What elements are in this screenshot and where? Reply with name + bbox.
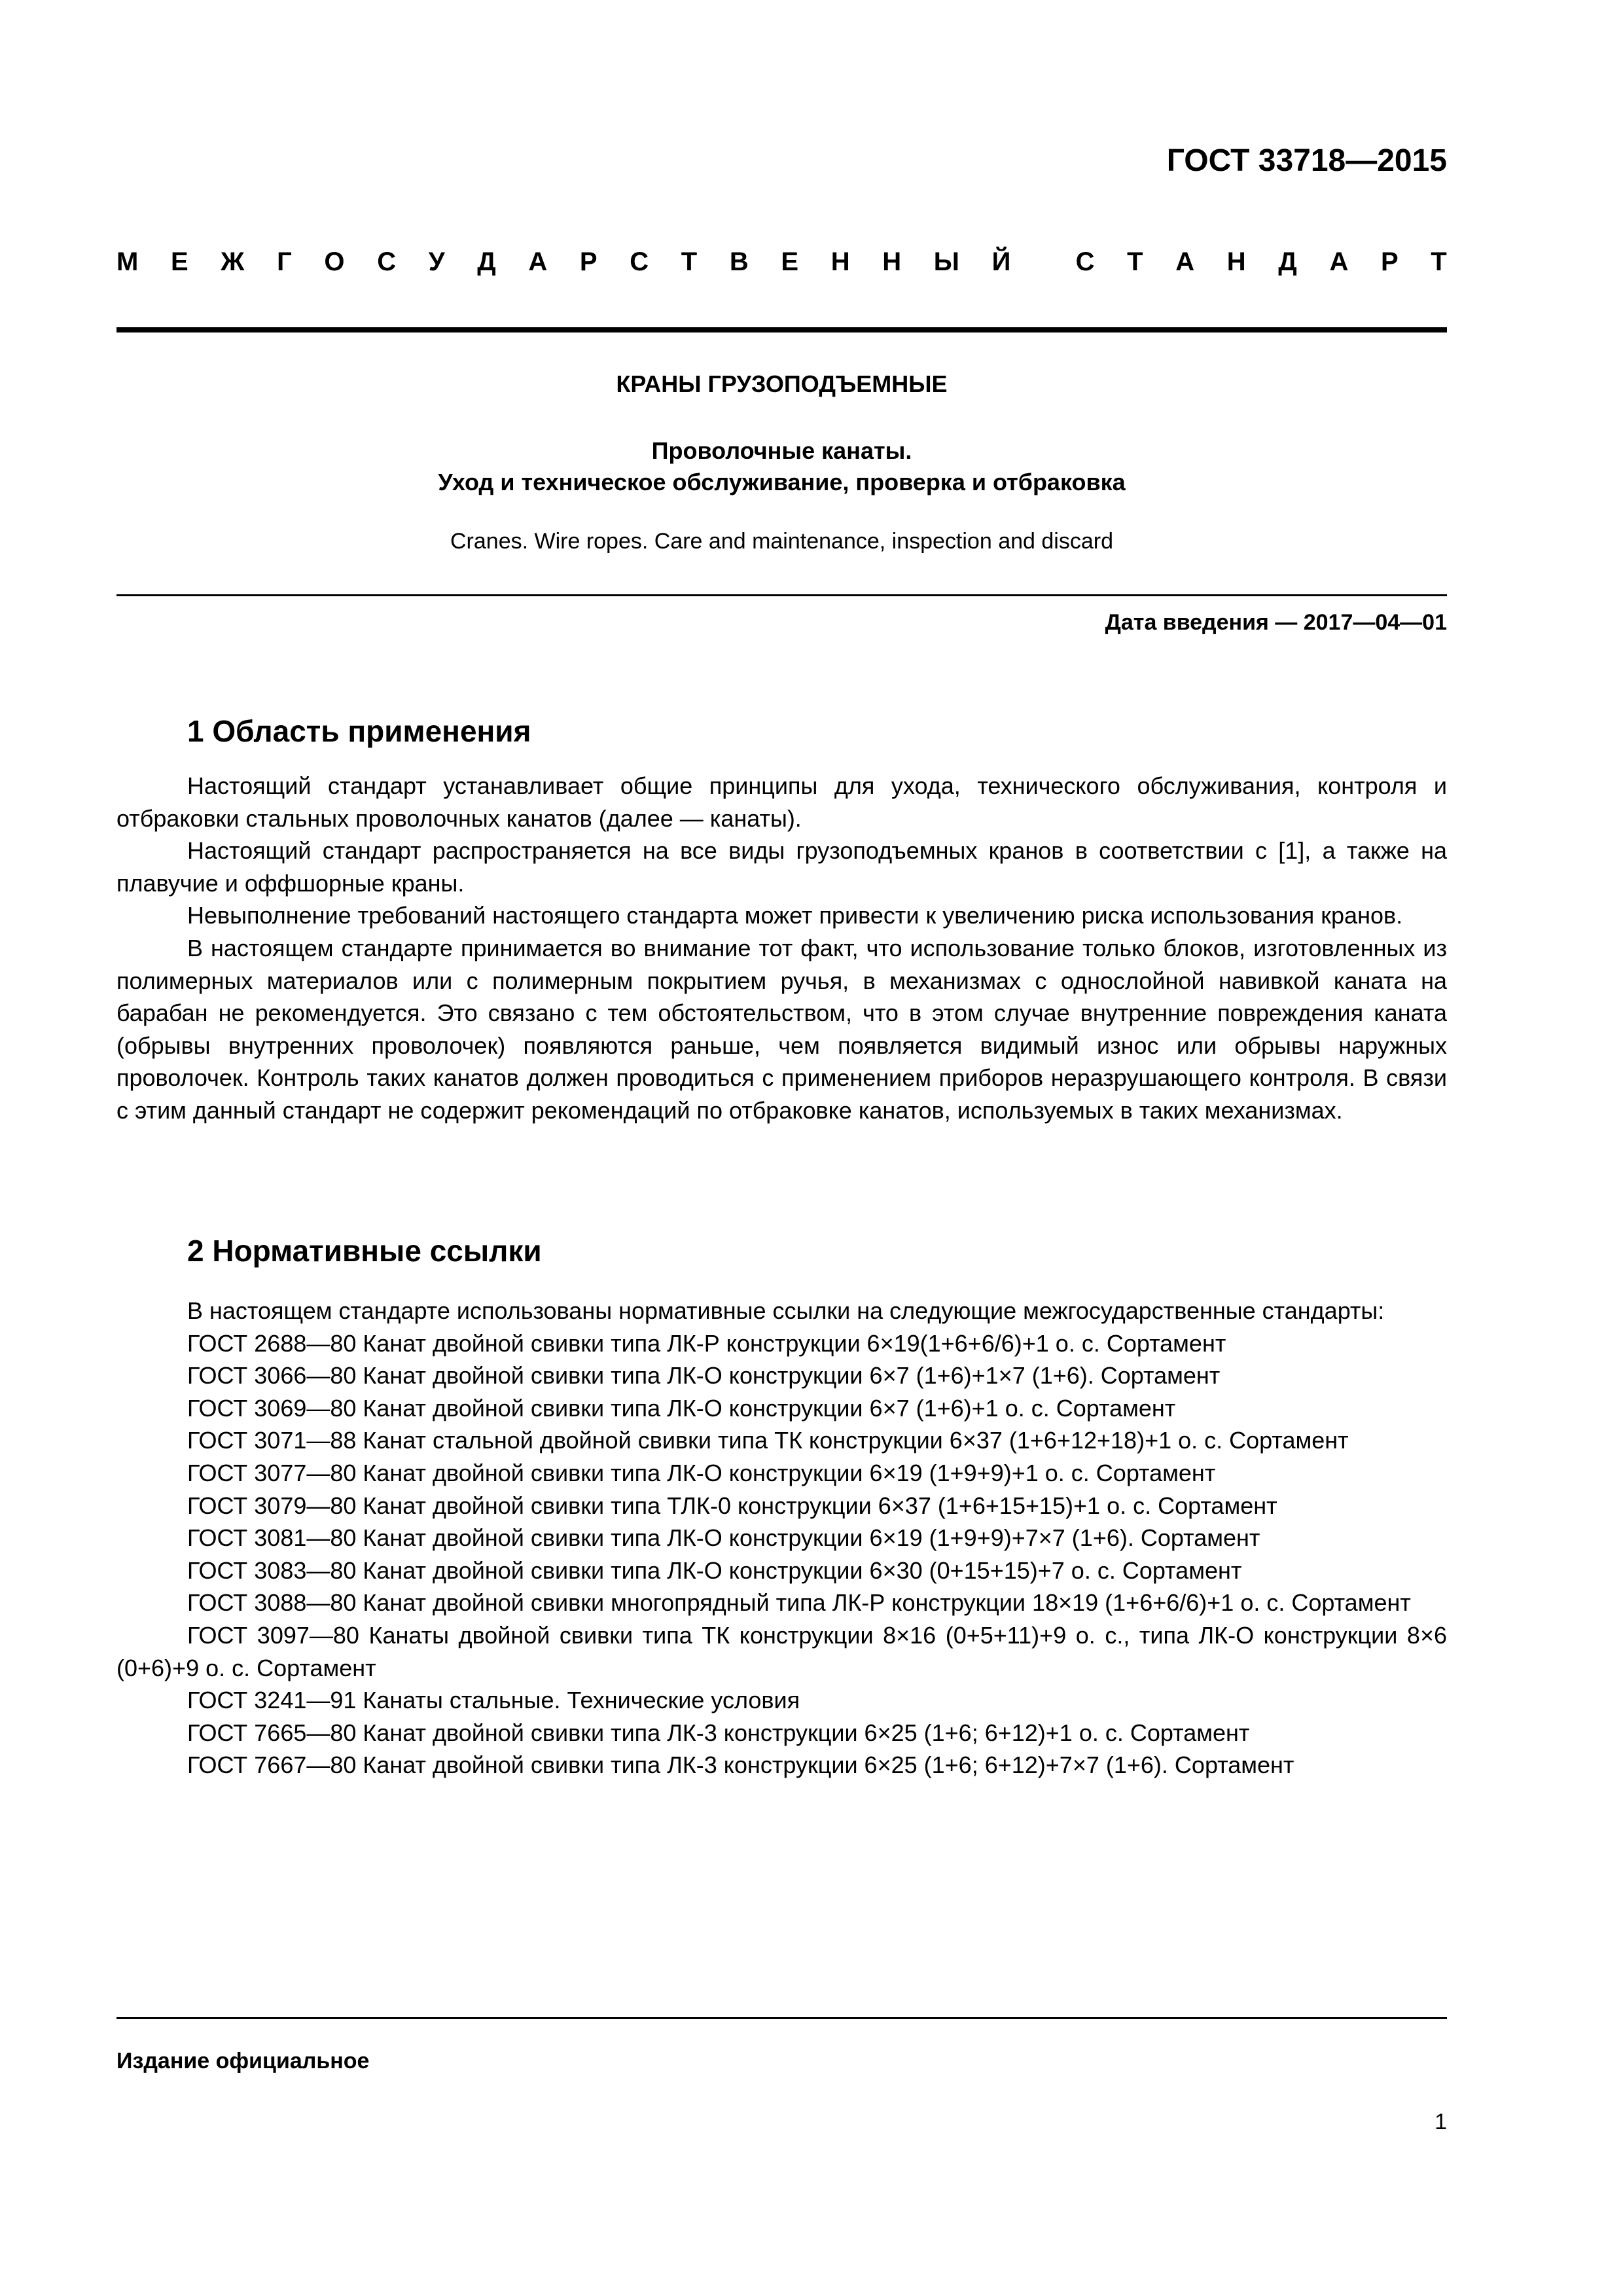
section-1-heading: 1 Область применения bbox=[187, 714, 531, 748]
reference-item: ГОСТ 3077—80 Канат двойной свивки типа ЛК-О конструкции 6×19 (1+9+9)+1 о. с. Сортамент bbox=[187, 1459, 1216, 1486]
reference-item: ГОСТ 3081—80 Канат двойной свивки типа ЛК-О конструкции 6×19 (1+9+9)+7×7 (1+6). Сортамент bbox=[187, 1524, 1260, 1552]
banner-letter: Ж bbox=[221, 247, 245, 276]
banner-letter: Н bbox=[830, 247, 850, 276]
banner-letter: Д bbox=[477, 247, 496, 276]
reference-item: ГОСТ 3069—80 Канат двойной свивки типа ЛК-О конструкции 6×7 (1+6)+1 о. с. Сортамент bbox=[187, 1394, 1176, 1422]
reference-item: ГОСТ 7665—80 Канат двойной свивки типа ЛК-3 конструкции 6×25 (1+6; 6+12)+1 о. с. Сортамент bbox=[187, 1719, 1250, 1746]
banner-letter: А bbox=[528, 247, 548, 276]
banner-letter: С bbox=[1075, 247, 1095, 276]
reference-item: ГОСТ 2688—80 Канат двойной свивки типа ЛК-Р конструкции 6×19(1+6+6/6)+1 о. с. Сортамент bbox=[187, 1329, 1226, 1357]
paragraph: Невыполнение требований настоящего стандарта может привести к увеличению риска использования кранов. bbox=[187, 902, 1403, 929]
header-rule bbox=[116, 327, 1447, 332]
reference-item: ГОСТ 3241—91 Канаты стальные. Технические условия bbox=[187, 1687, 800, 1714]
paragraph: В настоящем стандарте принимается во внимание тот факт, что использование только блоков, изготовленных из полимерных материалов или с полимерным покрытием ручья, в механизмах с однослойной навивкой каната на барабан не рекомендуется. Это связано с тем обстоятельством, что в этом случае внутренние повреждения каната (обрывы внутренних проволочек) появляются раньше, чем появляется видимый износ или обрывы наружных проволочек. Контроль таких канатов должен проводиться с применением приборов неразрушающего контроля. В связи с этим данный стандарт не содержит рекомендаций по отбраковке канатов, используемых в таких механизмах. bbox=[116, 934, 1447, 1124]
section-1-body bbox=[116, 770, 1447, 1127]
paragraph: Настоящий стандарт распространяется на все виды грузоподъемных кранов в соответствии с [1], а также на плавучие и оффшорные краны. bbox=[116, 837, 1447, 897]
interstate-standard-banner bbox=[116, 247, 1447, 277]
english-title: Cranes. Wire ropes. Care and maintenance, inspection and discard bbox=[450, 529, 1113, 554]
banner-letter: Н bbox=[1226, 247, 1246, 276]
standard-title: КРАНЫ ГРУЗОПОДЪЕМНЫЕ bbox=[616, 370, 948, 397]
banner-letter: О bbox=[324, 247, 345, 276]
banner-letter: У bbox=[428, 247, 445, 276]
banner-letter: Т bbox=[681, 247, 698, 276]
banner-letter: С bbox=[630, 247, 649, 276]
banner-letter: Н bbox=[882, 247, 902, 276]
banner-letter: Р bbox=[1380, 247, 1399, 276]
gost-designation: ГОСТ 33718—2015 bbox=[1166, 143, 1447, 178]
banner-letter: Ы bbox=[933, 247, 959, 276]
footer-rule bbox=[116, 2017, 1447, 2019]
banner-letter: Г bbox=[277, 247, 292, 276]
reference-item: ГОСТ 3071—88 Канат стальной двойной свивки типа ТК конструкции 6×37 (1+6+12+18)+1 о. с. Сортамент bbox=[187, 1427, 1349, 1454]
paragraph: В настоящем стандарте использованы нормативные ссылки на следующие межгосударственные стандарты: bbox=[187, 1297, 1385, 1324]
banner-letter: А bbox=[1329, 247, 1349, 276]
banner-letter: М bbox=[116, 247, 139, 276]
banner-letter: А bbox=[1175, 247, 1195, 276]
banner-letter: Й bbox=[991, 247, 1011, 276]
section-2-body bbox=[116, 1295, 1447, 1782]
banner-letter: Д bbox=[1278, 247, 1297, 276]
reference-item: ГОСТ 3083—80 Канат двойной свивки типа ЛК-О конструкции 6×30 (0+15+15)+7 о. с. Сортамент bbox=[187, 1556, 1242, 1584]
reference-item: ГОСТ 3088—80 Канат двойной свивки многопрядный типа ЛК-Р конструкции 18×19 (1+6+6/6)+1 о. с. Сортамент bbox=[187, 1589, 1411, 1617]
paragraph: Настоящий стандарт устанавливает общие принципы для ухода, технического обслуживания, контроля и отбраковки стальных проволочных канатов (далее — канаты). bbox=[116, 772, 1447, 832]
reference-item: ГОСТ 3079—80 Канат двойной свивки типа ТЛК-0 конструкции 6×37 (1+6+15+15)+1 о. с. Сортамент bbox=[187, 1492, 1277, 1519]
standard-subtitle-line1: Проволочные канаты. bbox=[651, 437, 912, 464]
reference-item: ГОСТ 7667—80 Канат двойной свивки типа ЛК-3 конструкции 6×25 (1+6; 6+12)+7×7 (1+6). Сортамент bbox=[187, 1751, 1294, 1779]
banner-letter: Т bbox=[1127, 247, 1143, 276]
banner-letter: В bbox=[729, 247, 749, 276]
reference-item: ГОСТ 3066—80 Канат двойной свивки типа ЛК-О конструкции 6×7 (1+6)+1×7 (1+6). Сортамент bbox=[187, 1362, 1221, 1390]
reference-item: ГОСТ 3097—80 Канаты двойной свивки типа ТК конструкции 8×16 (0+5+11)+9 о. с., типа ЛК-О конструкции 8×6 (0+6)+9 о. с. Сортамент bbox=[116, 1621, 1447, 1681]
official-edition-label: Издание официальное bbox=[116, 2049, 370, 2073]
standard-subtitle-line2: Уход и техническое обслуживание, проверка и отбраковка bbox=[438, 469, 1126, 495]
banner-letter: С bbox=[377, 247, 397, 276]
title-rule bbox=[116, 594, 1447, 596]
introduction-date: Дата введения — 2017—04—01 bbox=[1105, 610, 1447, 635]
banner-letter: Т bbox=[1431, 247, 1447, 276]
banner-letter: Р bbox=[579, 247, 597, 276]
banner-letter: Е bbox=[781, 247, 799, 276]
page-number: 1 bbox=[1435, 2109, 1447, 2134]
section-2-heading: 2 Нормативные ссылки bbox=[187, 1234, 542, 1268]
banner-letter: Е bbox=[170, 247, 188, 276]
